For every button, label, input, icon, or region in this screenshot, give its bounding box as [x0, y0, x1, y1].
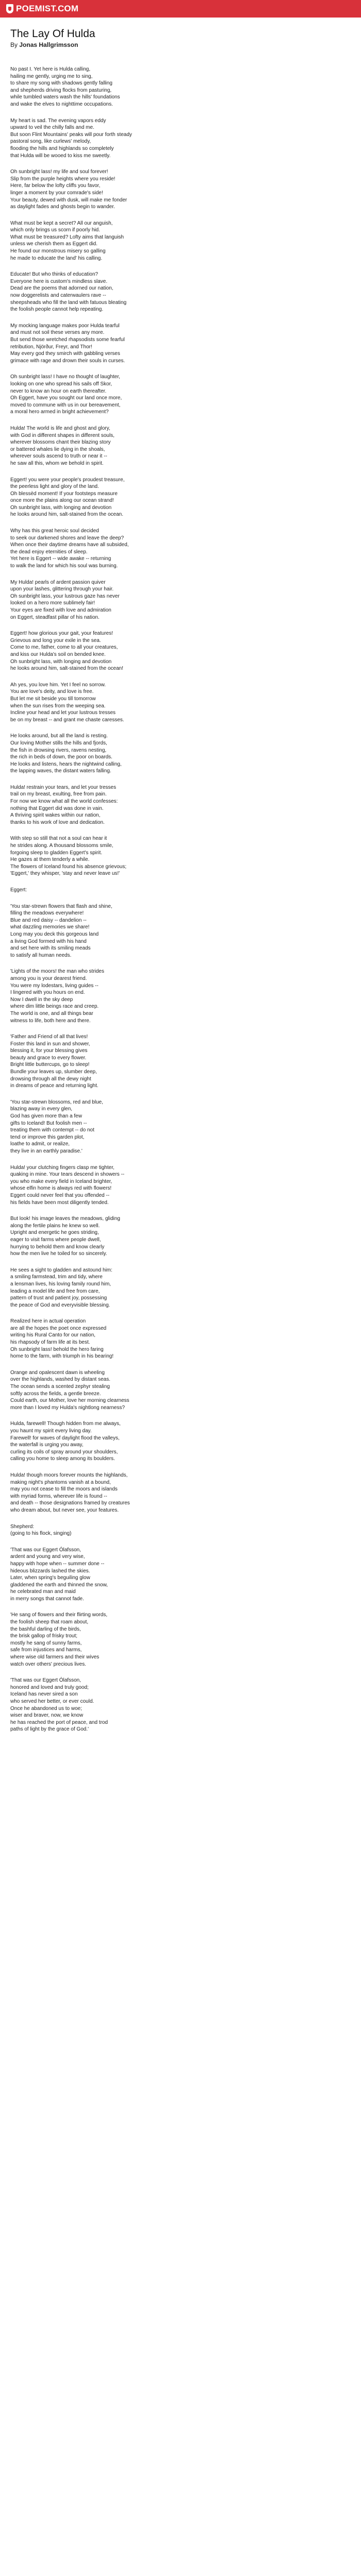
stanza: Eggert: [10, 887, 27, 893]
stanza: 'Father and Friend of all that lives! Foster this land in sun and shower, blessing it, for your blessing gives beauty and grace to every flower. Bright little buttercups, go to sleep! Bundle your leaves up, slumber deep, drowsing through all the dewy night in dreams of peace and returning light. [10, 1034, 99, 1089]
author-name[interactable]: Jonas Hallgrimsson [19, 41, 78, 48]
stanza: Eggert! how glorious your gait, your features! Grievous and long your exile in the sea. Come to me, father, come to all your creatures, and kiss our Hulda's soil on bended knee. Oh sunbright lass, with longing and devotion he looks around him, salt-stained from the ocean! [10, 631, 124, 672]
stanza: 'That was our Eggert Ólafsson, honored and loved and truly good; Iceland has never sired a son who served her better, or ever could. Once he abandoned us to woe; wiser and braver, now, we know he has reached the port of peace, and trod paths of light by the grace of God.' [10, 1677, 108, 1733]
stanza: 'That was our Eggert Ólafsson, ardent and young and very wise, happy with hope when -- summer done -- hideous blizzards lashed the skies. Later, when spring's beguiling glow gladdened the earth and thinned the snow, he celebrated man and maid in merry songs that cannot fade. [10, 1547, 108, 1602]
stanza: No past I. Yet here is Hulda calling, hailing me gently, urging me to sing, to share my song with shadows gently falling and shepherds driving flocks from pasturing, while tumbled waters wash the hills' foundations and wake the elves to nighttime occupations. [10, 66, 120, 107]
stanza: 'Lights of the moors! the man who strides among you is your dearest friend. You were my lodestars, living guides -- I lingered with you hours on end. Now I dwell in the sky deep where dim little beings race and creep. The world is one, and all things bear witness to life, both here and there. [10, 969, 104, 1024]
stanza: But look! his image leaves the meadows, gliding along the fertile plains he knew so well. Upright and energetic he goes striding, eager to visit farms where people dwell, hurrying to behold them and know clearly how the men live he toiled for so sincerely. [10, 1216, 120, 1257]
stanza: 'He sang of flowers and their flirting words, the foolish sheep that roam about, the bashful darling of the birds, the brisk gallop of frisky trout; mostly he sang of sunny farms, safe from injustices and harms, where wise old farmers and their wives watch over others' precious lives. [10, 1612, 108, 1667]
stanza: With step so still that not a soul can hear it he strides along. A thousand blossoms smile, forgoing sleep to gladden Eggert's spirit. He gazes at them tenderly a while. The flowers of Iceland found his absence grievous; 'Eggert,' they whisper, 'stay and never leave us!' [10, 836, 127, 877]
stanza: Hulda, farewell! Though hidden from me always, you haunt my spirit every living day. Farewell! for waves of daylight flood the valleys, the waterfall is urging you away, curling its coils of spray around your shoulders, calling you home to sleep among its boulders. [10, 1421, 121, 1462]
poem-title: The Lay Of Hulda [10, 28, 95, 40]
stanza: My mocking language makes poor Hulda tearful and must not soil these verses any more. But send those wretched rhapsodists some fearful retribution, Njörður, Freyr, and Thor! May every god they smirch with gabbling verses grimace with rage and drown their souls in curses. [10, 323, 125, 364]
stanza: Hulda! The world is life and ghost and glory, with God in different shapes in different souls, wherever blossoms chant their blazing story or battered whales lie dying in the shoals, wherever souls ascend to truth or near it -- he saw all this, whom we behold in spirit. [10, 425, 114, 466]
stanza: My heart is sad. The evening vapors eddy upward to veil the chilly falls and me. But soon Flint Mountains' peaks will pour forth steady pastoral song, like curlews' melody, flooding the hills and highlands so completely that Hulda will be wooed to kiss me sweetly. [10, 117, 132, 159]
stanza: Why has this great heroic soul decided to seek our darkened shores and leave the deep? When once their daytime dreams have all subsided, the dead enjoy eternities of sleep. Yet here is Eggert -- wide awake -- returning to walk the land for which his soul was burning. [10, 528, 129, 569]
stanza: What must be kept a secret? All our anguish, which only brings us scorn if poorly hid. What must be treasured? Lofty aims that languish unless we cherish them as Eggert did. He found our monstrous misery so galling he made to educate the land' his calling. [10, 220, 124, 261]
stanza: Ah yes, you love him. Yet I feel no sorrow. You are love's deity, and love is free. But let me sit beside you till tomorrow when the sun rises from the weeping sea. Incline your head and let your lustrous tresses be on my breast -- and grant me chaste caresses. [10, 682, 124, 723]
author-by-label: By [10, 41, 18, 48]
stanza: Hulda! though moors forever mounts the highlands, making night's phantoms vanish at a bound, may you not cease to fill the moors and islands with myriad forms, wherever life is found -- and death -- those designations framed by creatures who dream about, but never see, your features. [10, 1472, 130, 1513]
site-logo-text[interactable]: POEMIST.COM [16, 4, 79, 13]
poemist-logo-icon[interactable] [6, 4, 13, 13]
stanza: My Hulda! pearls of ardent passion quiver upon your lashes, glittering through your hair. Oh sunbright lass, your lustrous gaze has never looked on a hero more sublimely fair! Your eyes are fixed with love and admiration on Eggert, steadfast pillar of his nation. [10, 579, 120, 620]
stanza: 'You star-strewn flowers that flash and shine, filling the meadows everywhere! Blue and red daisy -- dandelion -- what dazzling memories we share! Long may you deck this gorgeous land a living God formed with his hand and set here with its smiling meads to satisfy all human needs. [10, 903, 112, 958]
stanza: Oh sunbright lass! my life and soul forever! Slip from the purple heights where you reside! Here, far below the lofty cliffs you favor, linger a moment by your comrade's side! Your beauty, dewed with dusk, will make me fonder as daylight fades and ghosts begin to wander. [10, 169, 127, 210]
stanza: Realized here in actual operation are all the hopes the poet once expressed writing his Rural Canto for our nation, his rhapsody of farm life at its best. Oh sunbright lass! behold the hero faring home to the farm, with triumph in his bearing! [10, 1318, 114, 1360]
stanza: Orange and opalescent dawn is wheeling over the highlands, washed by distant seas. The ocean sends a scented zephyr stealing softly across the fields, a gentle breeze. Could earth, our Mother, love her morning clearness more than I loved my Hulda's nightlong nearness? [10, 1369, 129, 1411]
poem-body [10, 66, 139, 1733]
stanza: Eggert! you were your people's proudest treasure, the peerless light and glory of the land. Oh blessèd moment! If your footsteps measure once more the plains along our ocean strand! Oh sunbright lass, with longing and devotion he looks around him, salt-stained from the ocean. [10, 477, 125, 518]
stanza: 'You star-strewn blossoms, red and blue, blazing away in every glen, God has given more than a few gifts to Iceland! But foolish men -- treating them with contempt -- do not tend or improve this garden plot, loathe to admit, or realize, they live in an earthly paradise.' [10, 1099, 103, 1154]
stanza: Oh sunbright lass! I have no thought of laughter, looking on one who spread his sails off Skor, never to know an hour on earth thereafter. Oh Eggert, have you sought our land once more, moved to commune with us in our bereavement, a moral hero armed in bright achievement? [10, 374, 122, 415]
poem-content [0, 18, 361, 1733]
stanza: Hulda! your clutching fingers clasp me tighter, quaking in mine. Your tears descend in showers -- you who make every field in Iceland brighter, whose elfin home is always red with flowers! Eggert could never feel that you offended -- his fields have been most diligently tended. [10, 1164, 125, 1206]
stanza: Hulda! restrain your tears, and let your tresses trail on my breast, exulting, free from pain. For now we know what all the world confesses: nothing that Eggert did was done in vain. A thriving spirit wakes within our nation, thanks to his work of love and dedication. [10, 784, 118, 825]
stanza: Educate! But who thinks of education? Everyone here is custom's mindless slave. Dead are the poems that adorned our nation, now doggerelists and caterwaulers rave -- sheepsheads who fill the land with fatuous bleating the foolish people cannot help repeating. [10, 272, 127, 313]
stanza: He looks around, but all the land is resting. Our loving Mother stills the hills and fjords, the fish in drowsing rivers, ravens nesting, the rich in beds of down, the poor on boards. He looks and listens, hears the nightwind calling, the lapping waves, the distant waters falling. [10, 733, 122, 774]
stanza: Shepherd: (going to his flock, singing) [10, 1523, 72, 1537]
stanza: He sees a sight to gladden and astound him: a smiling farmstead, trim and tidy, where a lensman lives, his loving family round him, leading a model life and free from care, pattern of trust and patient joy, possessing the peace of God and everyvisible blessing. [10, 1267, 112, 1308]
author-line [10, 41, 351, 48]
site-header [0, 0, 361, 18]
